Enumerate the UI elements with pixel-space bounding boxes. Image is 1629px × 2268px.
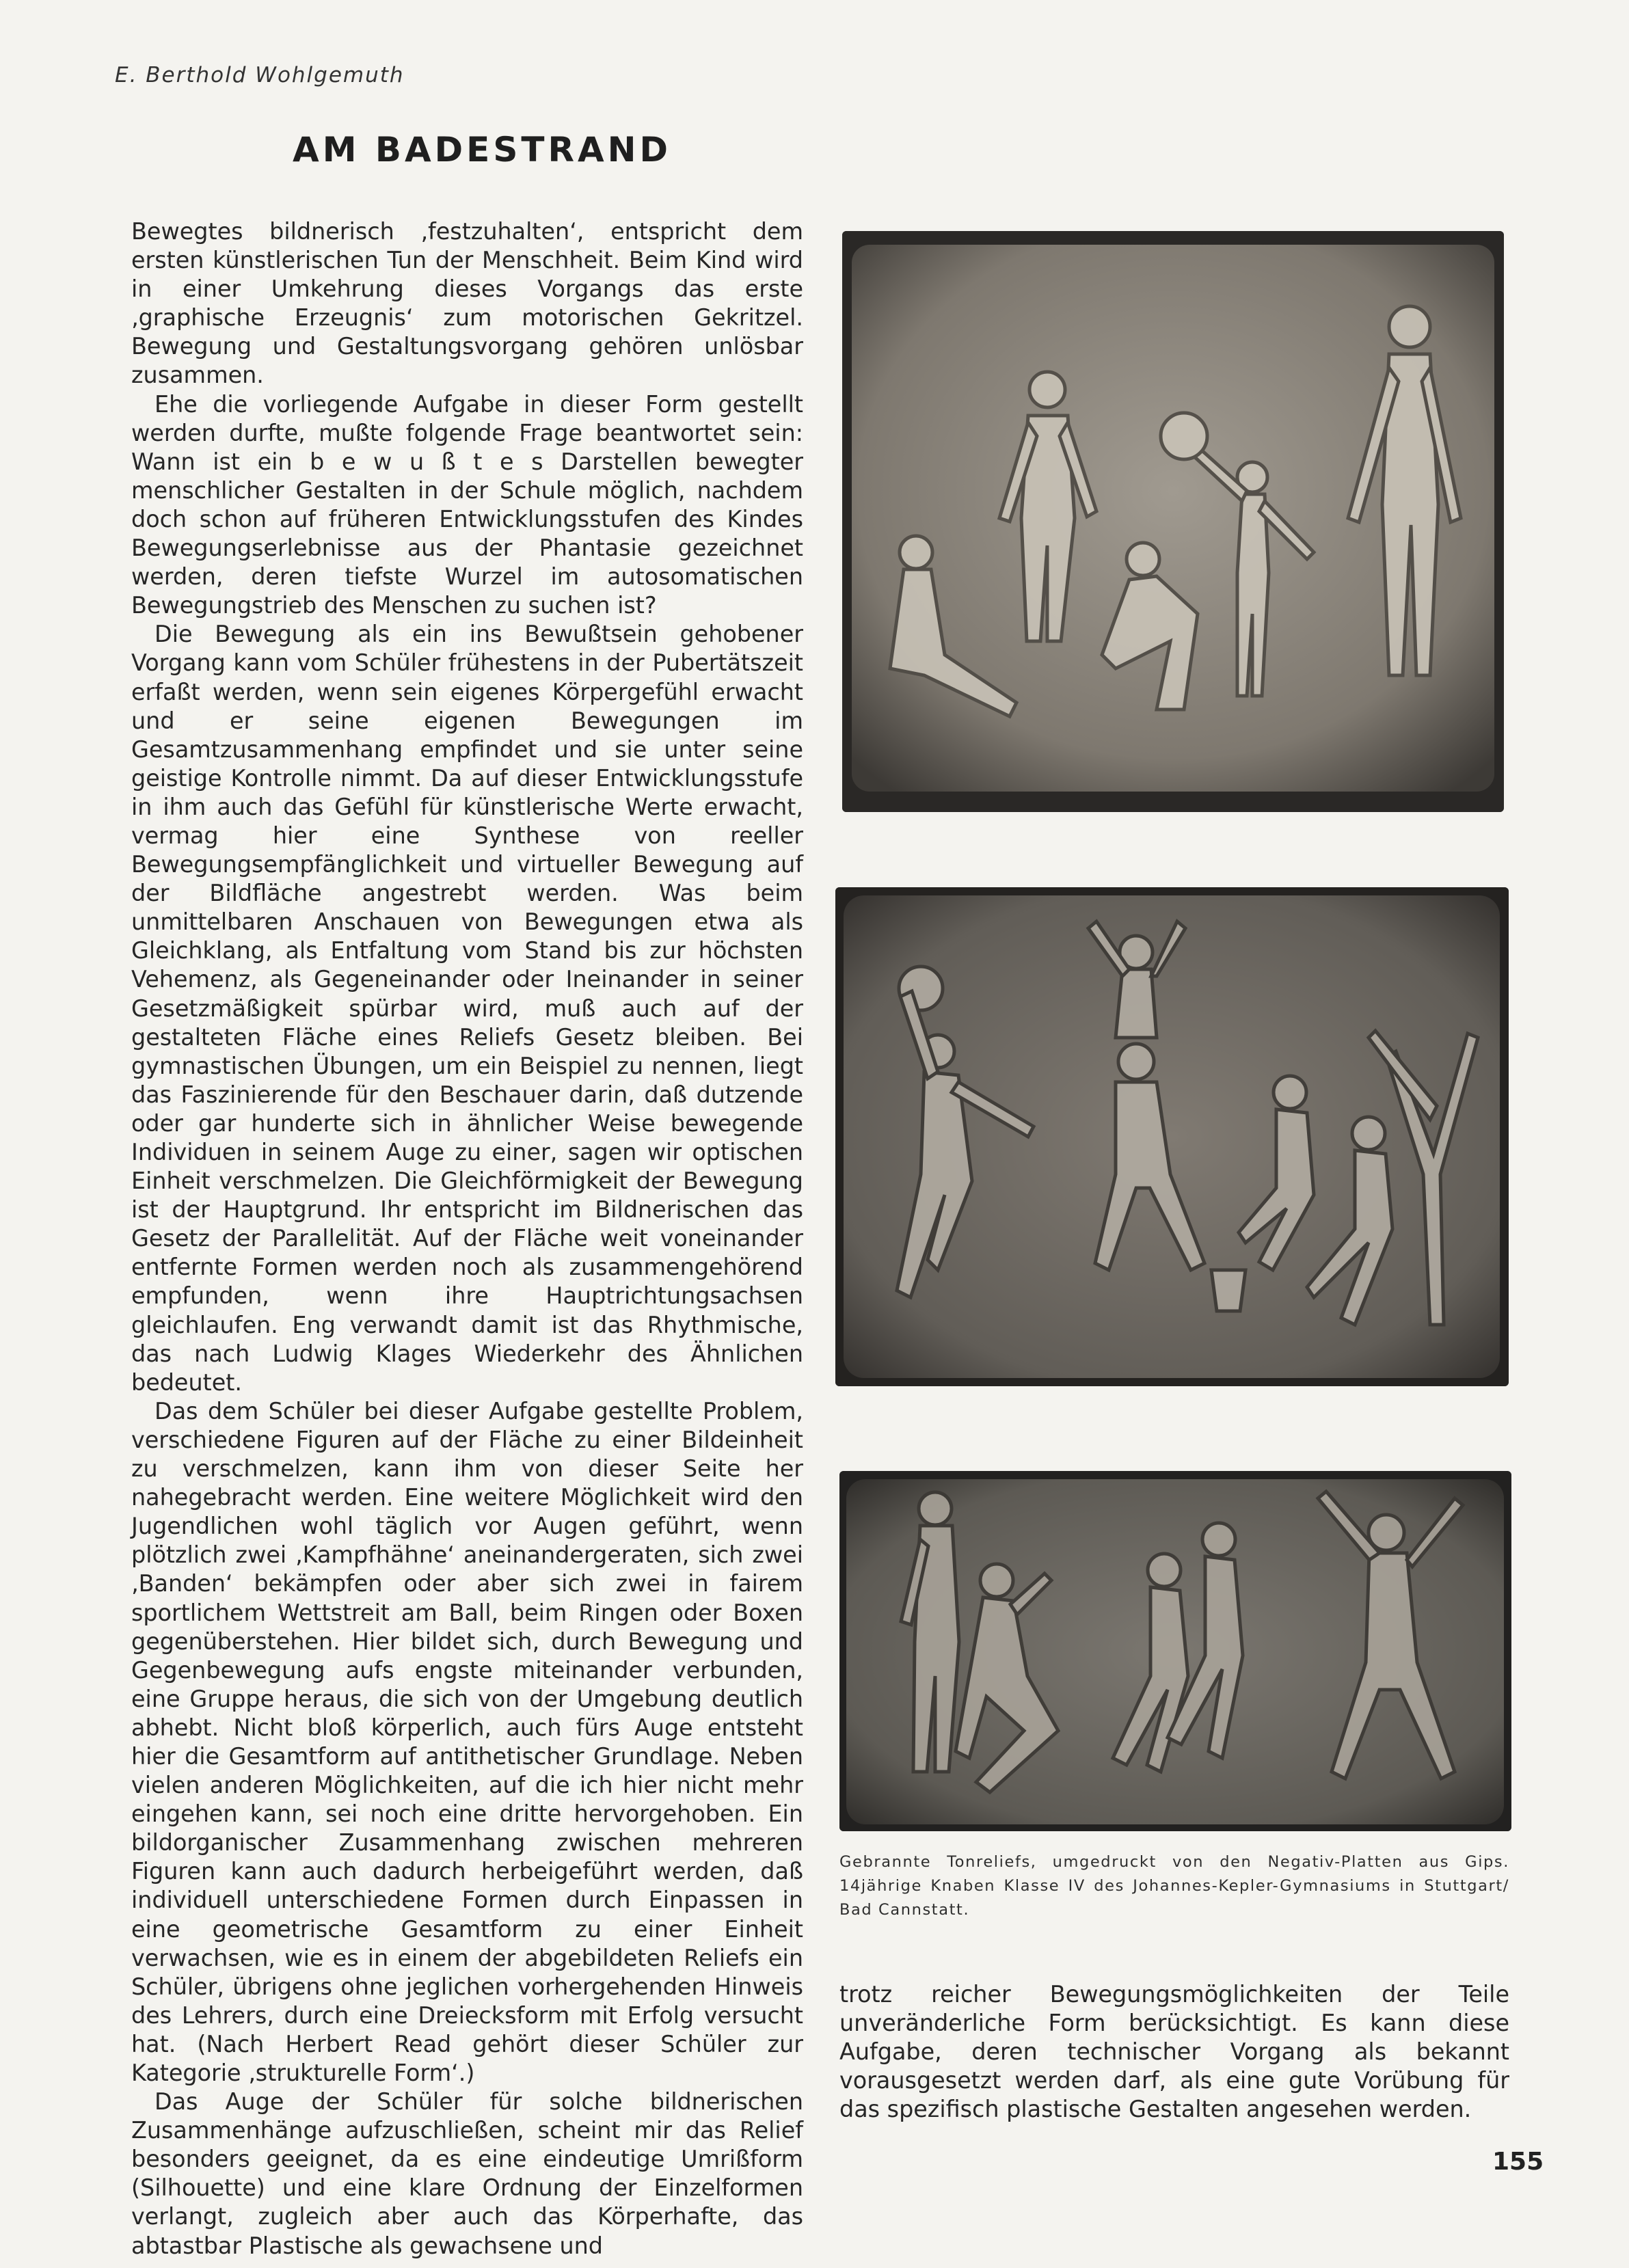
relief-photo-2	[835, 887, 1509, 1386]
paragraph-3: Die Bewegung als ein ins Bewußtsein gehobener Vorgang kann vom Schüler frühestens in der Pubertätszeit erfaßt werden, wenn sein eigenes Körpergefühl erwacht und er seine eigenen Bewegungen im Gesamtzusammenhang empfindet und sie unter seine geistige Kontrolle nimmt. Da auf dieser Entwicklungsstufe in ihm auch das Gefühl für künstlerische Werte erwacht, vermag hier eine Synthese von reeller Bewegungsempfänglichkeit und virtueller Bewegung auf der Bildfläche angestrebt werden. Was beim unmittelbaren Anschauen von Bewegungen etwa als Gleichklang, als Entfaltung vom Stand bis zur höchsten Vehemenz, als Gegeneinander oder Ineinander in seiner Gesetzmäßigkeit spürbar wird, muß auch auf der gestalteten Fläche eines Reliefs Gesetz bleiben. Bei gymnastischen Übungen, um ein Beispiel zu nennen, liegt das Faszinierende für den Beschauer darin, daß dutzende oder gar hunderte sich in ähnlicher Weise bewegende Individuen in seinem Auge zu einer, sagen wir optischen Einheit verschmelzen. Die Gleichförmigkeit der Bewegung ist der Hauptgrund. Ihr entspricht im Bildnerischen das Gesetz der Parallelität. Auf der Fläche weit voneinander entfernte Formen werden noch als zusammengehörend empfunden, wenn ihre Hauptrichtungsachsen gleichlaufen. Eng verwandt damit ist das Rhythmische, das nach Ludwig Klages Wiederkehr des Ähnlichen bedeutet.	[131, 621, 803, 1396]
paragraph-2: Ehe die vorliegende Aufgabe in dieser Form gestellt werden durfte, mußte folgende Frage beantwortet sein: Wann ist ein b e w u ß t e s Darstellen bewegter menschlicher Gestalten in der Schule möglich, nachdem doch schon auf früheren Entwicklungsstufen des Kindes Bewegungserlebnisse aus der Phantasie gezeichnet werden, deren tiefste Wurzel im autosomatischen Bewegungstrieb des Menschen zu suchen ist?	[131, 390, 803, 619]
relief-photo-3	[839, 1471, 1511, 1831]
author-line: E. Berthold Wohlgemuth	[115, 63, 405, 87]
paragraph-4: Das dem Schüler bei dieser Aufgabe gestellte Problem, verschiedene Figuren auf der Fläche zu einer Bildeinheit zu verschmelzen, kann ihm von dieser Seite her nahegebracht werden. Eine weitere Möglichkeit wird den Jugendlichen wohl täglich vor Augen geführt, wenn plötzlich zwei ‚Kampfhähne‘ aneinandergeraten, sich zwei ‚Banden‘ bekämpfen oder aber sich zwei in fairem sportlichem Wettstreit am Ball, beim Ringen oder Boxen gegenüberstehen. Hier bildet sich, durch Bewegung und Gegenbewegung aufs engste miteinander verbunden, eine Gruppe heraus, die sich von der Umgebung deutlich abhebt. Nicht bloß körperlich, auch fürs Auge entsteht hier die Gesamtform auf antithetischer Grundlage. Neben vielen anderen Möglichkeiten, auf die ich hier nicht mehr eingehen kann, sei noch eine dritte hervorgehoben. Ein bildorganischer Zusammenhang zwischen mehreren Figuren kann auch dadurch herbeigeführt werden, daß individuell unterschiedene Formen durch Einpassen in eine geometrische Gesamtform zu einer Einheit verwachsen, wie es in einem der abgebildeten Reliefs ein Schüler, übrigens ohne jeglichen vorhergehenden Hinweis des Lehrers, durch eine Dreiecksform mit Erfolg versucht hat. (Nach Herbert Read gehört dieser Schüler zur Kategorie ‚strukturelle Form‘.)	[131, 1397, 803, 2086]
paragraph-5: Das Auge der Schüler für solche bildnerischen Zusammenhänge aufzuschließen, scheint mir das Relief besonders geeignet, da es eine eindeutige Umrißform (Silhouette) und eine klare Ordnung der Einzelformen verlangt, zugleich aber auch das Körperhafte, das abtastbar Plastische als gewachsene und	[131, 2088, 803, 2259]
right-text-column	[839, 1980, 1509, 2124]
page-number: 155	[1492, 2148, 1544, 2176]
relief-photo-1	[842, 231, 1504, 812]
left-text-column	[131, 217, 803, 2260]
relief-bathers-image	[842, 231, 1504, 812]
relief-ball-games-image	[835, 887, 1509, 1386]
paragraph-1: Bewegtes bildnerisch ‚festzuhalten‘, entspricht dem ersten künstlerischen Tun der Menschheit. Beim Kind wird in einer Umkehrung dieses Vorgangs das erste ‚graphische Erzeugnis‘ zum motorischen Gekritzel. Bewegung und Gestaltungsvorgang gehören unlösbar zusammen.	[131, 218, 803, 389]
relief-group-image	[839, 1471, 1511, 1831]
continuation-paragraph: trotz reicher Bewegungsmöglichkeiten der Teile unveränderliche Form berücksichtigt. Es kann diese Aufgabe, deren technischer Vorgang als bekannt vorausgesetzt werden darf, als eine gute Vorübung für das spezifisch plastische Gestalten angesehen werden.	[839, 1981, 1509, 2123]
article-title: AM BADESTRAND	[293, 130, 671, 170]
figure-caption: Gebrannte Tonreliefs, umgedruckt von den Negativ-Platten aus Gips. 14jährige Knaben Klasse IV des Johannes-Kepler-Gymnasiums in Stuttgart/ Bad Cannstatt.	[839, 1853, 1509, 1919]
